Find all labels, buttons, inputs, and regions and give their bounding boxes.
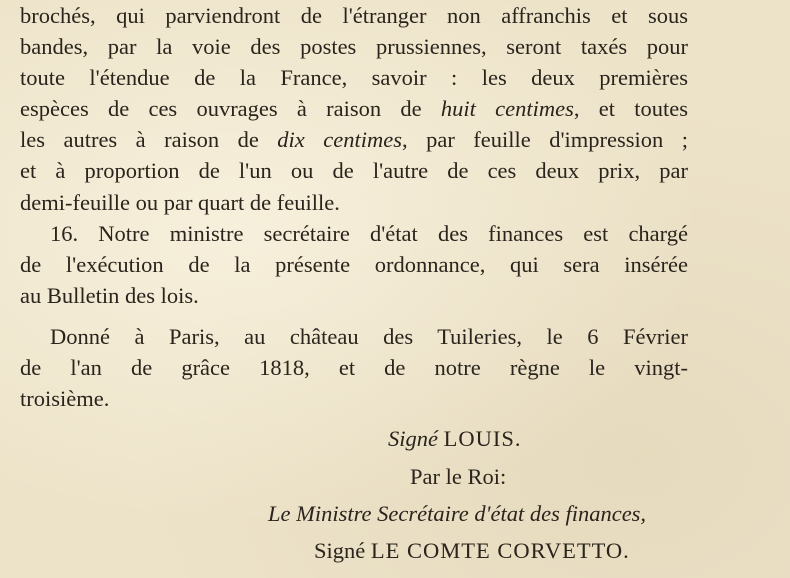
- text-line: [20, 124, 688, 155]
- paragraph-date: [20, 321, 688, 414]
- text-line: demi-feuille ou par quart de feuille.: [20, 189, 340, 215]
- minister-title-text: Le Ministre Secrétaire d'état des finances,: [268, 501, 647, 526]
- text-line: et à proportion de l'un ou de l'autre de ces deux prix, par: [20, 158, 688, 184]
- text-line: de l'an de grâce 1818, et de notre règne le vingt-: [20, 355, 688, 381]
- text-line: de l'exécution de la présente ordonnance, qui sera insérée: [20, 251, 688, 277]
- text-line: Donné à Paris, au château des Tuileries, le 6 Février: [50, 323, 688, 349]
- text-line: [20, 93, 688, 124]
- paragraph-article-16: [20, 218, 688, 311]
- text-line: 16. Notre ministre secrétaire d'état des finances est chargé: [50, 220, 688, 246]
- signe-label-2: Signé: [314, 538, 366, 563]
- paragraph-gap: [20, 311, 688, 321]
- italic-price-dix: dix centimes: [277, 127, 402, 153]
- ordinance-text: [20, 0, 688, 414]
- king-name: LOUIS.: [443, 426, 522, 451]
- par-le-roi: Par le Roi:: [410, 464, 507, 489]
- text-segment: , par feuille d'impression ;: [401, 127, 688, 153]
- king-signature: [388, 426, 522, 452]
- text-line: brochés, qui parviendront de l'étranger non affranchis et sous: [20, 3, 688, 28]
- text-line: troisième.: [20, 386, 110, 412]
- minister-signature: [314, 538, 630, 564]
- text-segment: espèces de ces ouvrages à raison de: [20, 96, 441, 122]
- text-segment: , et toutes: [573, 96, 688, 122]
- minister-title: [268, 501, 646, 527]
- signe-label: Signé: [388, 426, 438, 451]
- italic-price-huit: huit centimes: [440, 96, 574, 122]
- text-line: bandes, par la voie des postes prussiennes, seront taxés pour: [20, 34, 688, 60]
- text-line: au Bulletin des lois.: [20, 282, 199, 308]
- text-line: toute l'étendue de la France, savoir : les deux premières: [20, 65, 688, 91]
- text-segment: les autres à raison de: [20, 127, 278, 153]
- paragraph-taxation: [20, 0, 688, 218]
- minister-name: LE COMTE CORVETTO.: [370, 538, 630, 563]
